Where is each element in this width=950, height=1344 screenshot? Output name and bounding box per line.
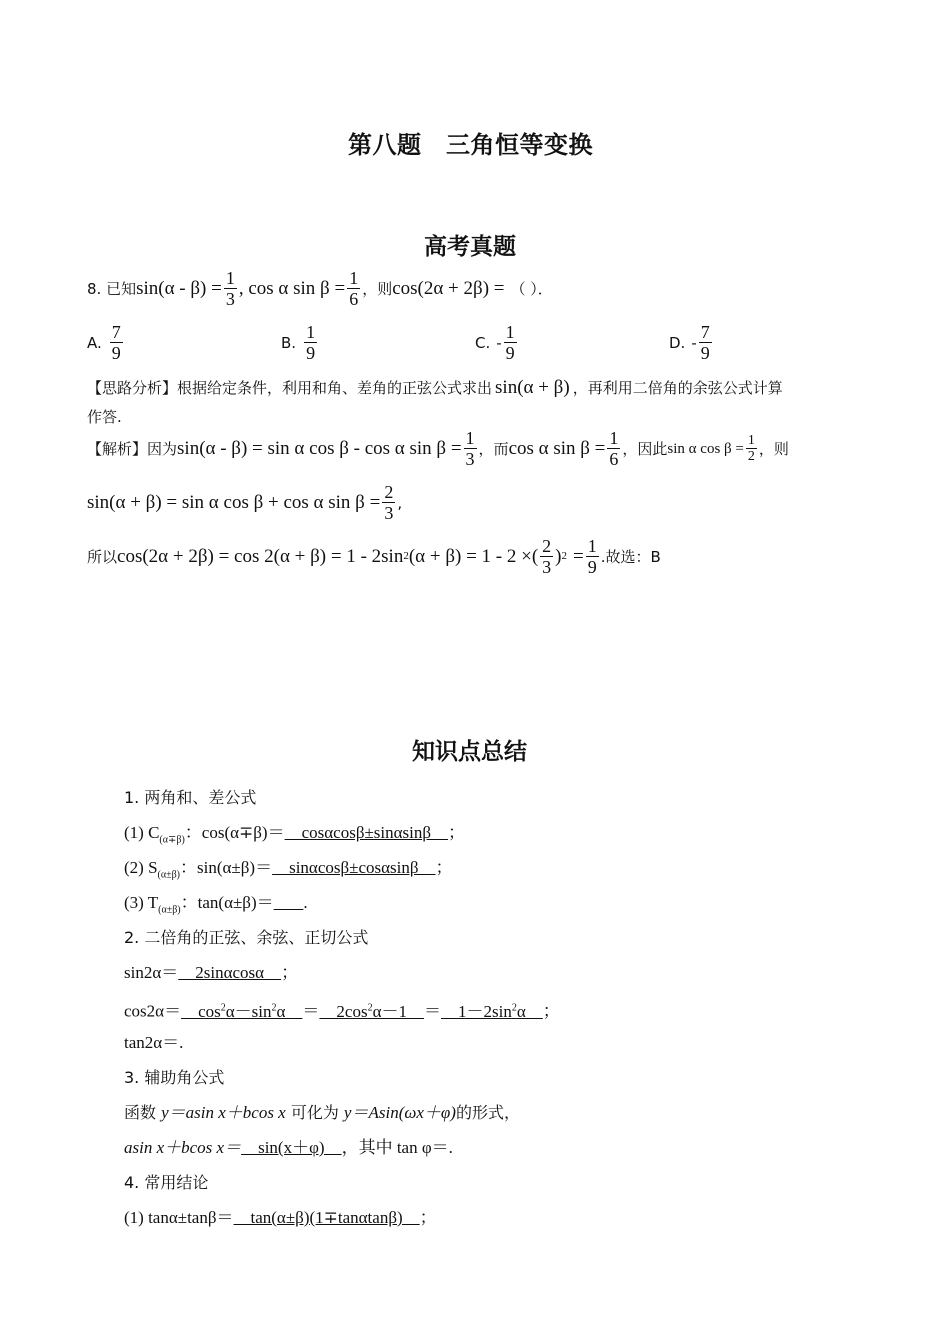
fraction: $\frac{1}{3}$ xyxy=(465,428,475,469)
answer-blank: cosαcosβ±sinαsinβ xyxy=(284,823,449,842)
solution-expression: ) xyxy=(555,545,562,567)
solution-expression: sin(α + β) = sin α cos β + cos α sin β = xyxy=(87,491,381,513)
question-prefix: 8. 已知 xyxy=(87,279,137,298)
kp-tan2: tan2α＝. xyxy=(124,1033,184,1052)
option-c xyxy=(475,322,519,363)
answer-blank: $\cos^2\alpha-\sin^2\alpha$ xyxy=(181,1001,303,1021)
answer-blank: tan(α±β)(1∓tanαtanβ) xyxy=(233,1208,420,1227)
kp-heading-4: 4. 常用结论 xyxy=(124,1173,209,1192)
kp-result-1: (1) tanα±tanβ＝ tan(α±β)(1∓tanαtanβ) ； xyxy=(124,1208,437,1227)
option-label: B. xyxy=(281,333,297,352)
option-a xyxy=(87,322,125,363)
solution-expression: sin(α - β) = sin α cos β - cos α sin β = xyxy=(177,437,462,459)
kp-aux-2: asin x＋bcos x＝ sin(x＋φ) ，其中 tan φ＝. xyxy=(124,1138,453,1157)
analysis-text: 【思路分析】根据给定条件，利用和角、差角的正弦公式求出 xyxy=(87,379,493,397)
kp-heading-3: 3. 辅助角公式 xyxy=(124,1068,225,1087)
solution-line-1 xyxy=(87,428,789,469)
option-d xyxy=(669,322,714,363)
fraction: $\frac{1}{6}$ xyxy=(609,428,619,469)
solution-text: 【解析】因为 xyxy=(87,439,178,458)
solution-expression: sin α cos β = xyxy=(667,440,744,457)
kp-formula-c: (1) $C_{(\alpha\mp\beta)}$：cos(α∓β)＝ cosαcosβ±sinαsinβ ； xyxy=(124,823,466,846)
document-title: 第八题 三角恒等变换 xyxy=(348,130,593,159)
fraction-one-third: $\frac{1}{3}$ xyxy=(225,268,235,309)
kp-heading-1: 1. 两角和、差公式 xyxy=(124,788,257,807)
given-expression-1: sin(α - β) = xyxy=(136,277,222,299)
solution-expression: cos α sin β = xyxy=(508,437,606,459)
answer-blank: sinαcosβ±cosαsinβ xyxy=(272,858,436,877)
option-label: D. xyxy=(669,333,686,352)
answer-blank: 2sinαcosα xyxy=(178,963,282,982)
solution-text: , xyxy=(397,493,403,512)
answer-blank: $2\cos^2\alpha-1$ xyxy=(319,1001,425,1021)
solution-expression: = xyxy=(573,545,584,567)
section-heading-exam: 高考真题 xyxy=(424,233,516,260)
solution-text: 所以 xyxy=(87,547,118,566)
kp-aux-1: 函数 y＝asin x＋bcos x 可化为 y＝Asin(ωx＋φ)的形式， xyxy=(124,1103,520,1122)
fraction-one-sixth: $\frac{1}{6}$ xyxy=(349,268,359,309)
superscript: 2 xyxy=(561,550,567,562)
kp-formula-s: (2) $S_{(\alpha\pm\beta)}$：sin(α±β)＝ sinαcosβ±cosαsinβ ； xyxy=(124,858,453,881)
question-ze: ，则 xyxy=(362,279,393,298)
kp-cos2: cos2α＝ $\cos^2\alpha-\sin^2\alpha$ ＝ $2\cos^2\alpha-1$ ＝ $1-2\sin^2\alpha$ ； xyxy=(124,1001,560,1021)
solution-text: .故选：B xyxy=(600,547,661,566)
kp-formula-t: (3) $T_{(\alpha\pm\beta)}$：tan(α±β)＝ . xyxy=(124,893,308,916)
answer-blank: sin(x＋φ) xyxy=(241,1138,342,1157)
option-label: A. xyxy=(87,333,102,352)
fraction: $\frac{1}{9}$ xyxy=(587,536,597,577)
fraction: $\frac{2}{3}$ xyxy=(542,536,552,577)
fraction: $\frac{1}{2}$ xyxy=(747,433,755,464)
option-fraction: $\frac{7}{9}$ xyxy=(111,322,121,363)
solution-expression: (α + β) = 1 - 2 ×( xyxy=(408,545,539,567)
solution-text: ，则 xyxy=(758,439,789,458)
section-heading-knowledge: 知识点总结 xyxy=(412,738,527,765)
analysis-line-1 xyxy=(87,376,783,400)
option-fraction: $\frac{1}{9}$ xyxy=(306,322,316,363)
given-expression-2: , cos α sin β = xyxy=(238,277,346,299)
solution-text: ，而 xyxy=(478,439,509,458)
option-label: C. xyxy=(475,333,491,352)
target-expression: cos(2α + 2β) = xyxy=(392,277,505,299)
answer-blank xyxy=(274,893,304,912)
analysis-line-2: 作答. xyxy=(87,408,122,426)
option-sign: - xyxy=(496,333,502,352)
question-stem xyxy=(87,268,553,309)
kp-heading-2: 2. 二倍角的正弦、余弦、正切公式 xyxy=(124,928,369,947)
superscript: 2 xyxy=(403,550,409,562)
kp-sin2: sin2α＝ 2sinαcosα ； xyxy=(124,963,299,982)
fraction: $\frac{2}{3}$ xyxy=(384,482,394,523)
answer-blank: $1-2\sin^2\alpha$ xyxy=(441,1001,543,1021)
solution-expression: cos(2α + 2β) = cos 2(α + β) = 1 - 2sin xyxy=(117,545,404,567)
solution-line-3 xyxy=(87,536,661,577)
answer-paren: （ ）． xyxy=(510,279,553,298)
option-b xyxy=(281,322,319,363)
solution-text: ，因此 xyxy=(622,439,668,458)
analysis-expression: sin(α + β) xyxy=(495,377,570,398)
option-sign: - xyxy=(691,333,697,352)
option-fraction: $\frac{1}{9}$ xyxy=(505,322,515,363)
analysis-text-2: ，再利用二倍角的余弦公式计算 xyxy=(572,379,783,397)
option-fraction: $\frac{7}{9}$ xyxy=(700,322,710,363)
solution-line-2 xyxy=(87,482,402,523)
